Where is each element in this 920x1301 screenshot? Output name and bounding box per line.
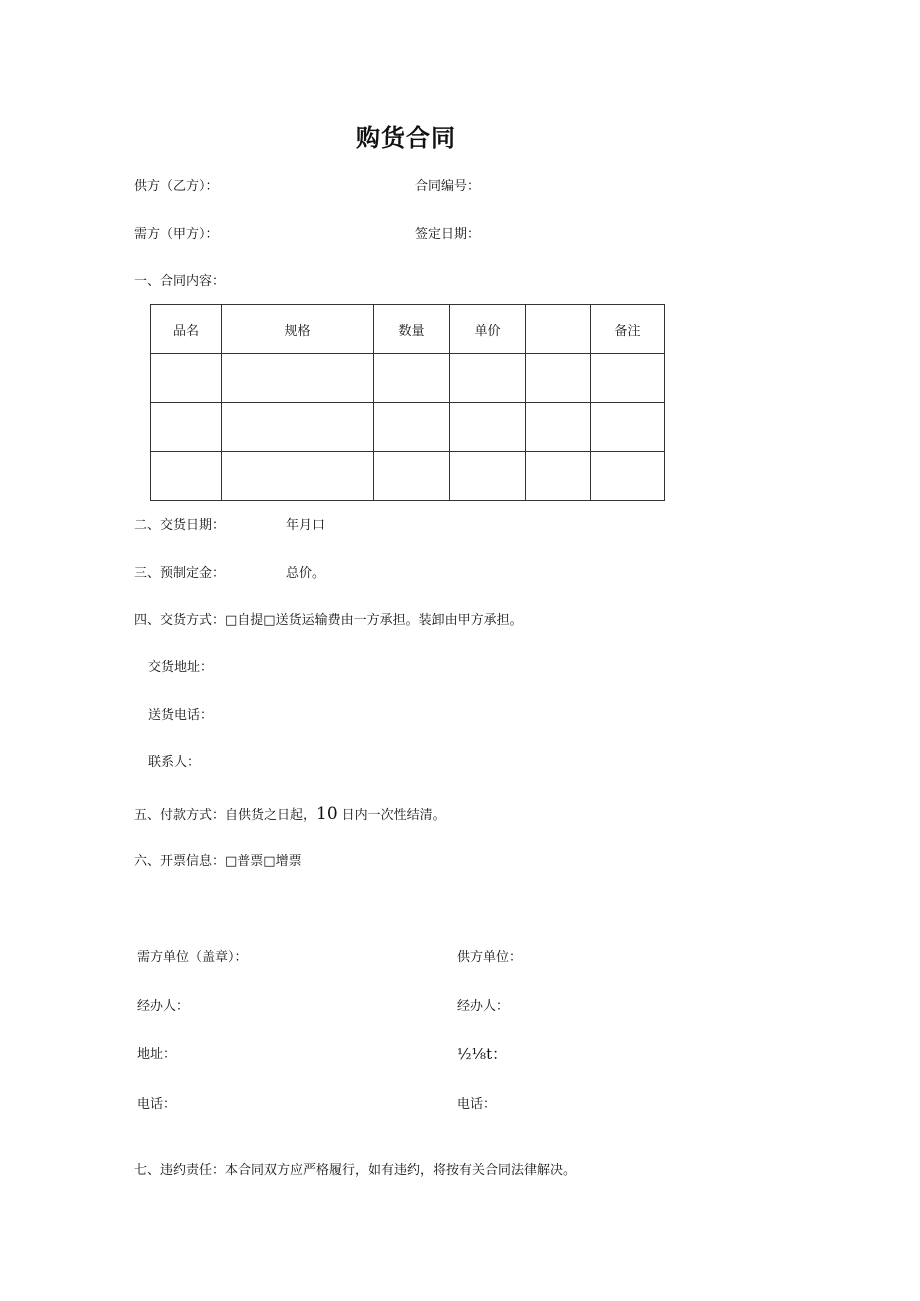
delivery-date-value: 年月口 [286, 518, 326, 533]
table-cell [591, 403, 665, 452]
payment-days: 10 [316, 804, 338, 824]
supplier-phone-label: 电话： [457, 1097, 497, 1112]
deposit-value: 总价。 [286, 566, 326, 581]
section-invoice-info: 六、开票信息：□普票□增票 [134, 854, 302, 869]
section-delivery-method: 四、交货方式：□自提□送货运输费由一方承担。装卸由甲方承担。 [134, 613, 523, 628]
section-delivery-date-label: 二、交货日期： [134, 518, 226, 533]
table-cell [374, 452, 450, 501]
table-cell [151, 354, 222, 403]
table-header-row [151, 305, 665, 354]
table-cell [222, 403, 374, 452]
table-cell [450, 403, 526, 452]
buyer-phone-label: 电话： [137, 1097, 177, 1112]
table-cell [151, 452, 222, 501]
buyer-unit-label: 需方单位（盖章）： [137, 950, 248, 965]
supplier-address-label: ½⅛t： [457, 1045, 508, 1063]
table-row [151, 403, 665, 452]
table-cell [151, 403, 222, 452]
header-unit-price: 单价 [450, 305, 526, 354]
section-deposit-label: 三、预制定金： [134, 566, 226, 581]
buyer-address-label: 地址： [137, 1047, 177, 1062]
table-cell [526, 354, 591, 403]
table-cell [374, 354, 450, 403]
header-specification: 规格 [222, 305, 374, 354]
table-cell [591, 354, 665, 403]
payment-suffix: 日内一次性结清。 [341, 808, 446, 823]
table-cell [450, 452, 526, 501]
document-title: 购货合同 [356, 124, 456, 152]
header-product-name: 品名 [151, 305, 222, 354]
header-remarks: 备注 [591, 305, 665, 354]
table-cell [450, 354, 526, 403]
delivery-phone-label: 送货电话： [148, 708, 214, 723]
section-breach-liability: 七、违约责任：本合同双方应严格履行，如有违约，将按有关合同法律解决。 [134, 1163, 577, 1178]
sign-date-label: 签定日期： [415, 227, 481, 242]
supplier-unit-label: 供方单位： [457, 950, 523, 965]
table-cell [591, 452, 665, 501]
header-quantity: 数量 [374, 305, 450, 354]
goods-table [150, 304, 665, 501]
buyer-label: 需方（甲方）： [134, 227, 219, 242]
supplier-label: 供方（乙方）： [134, 179, 219, 194]
payment-prefix: 五、付款方式：自供货之日起， [134, 808, 317, 823]
table-cell [222, 452, 374, 501]
table-cell [526, 403, 591, 452]
section-contract-content: 一、合同内容： [134, 274, 226, 289]
section-payment-method [134, 806, 446, 823]
table-cell [526, 452, 591, 501]
contract-number-label: 合同编号： [415, 179, 481, 194]
contact-person-label: 联系人： [148, 755, 201, 770]
supplier-agent-label: 经办人： [457, 999, 510, 1014]
table-row [151, 354, 665, 403]
header-blank [526, 305, 591, 354]
table-cell [374, 403, 450, 452]
buyer-agent-label: 经办人： [137, 999, 190, 1014]
table-cell [222, 354, 374, 403]
delivery-address-label: 交货地址： [148, 660, 214, 675]
table-row [151, 452, 665, 501]
